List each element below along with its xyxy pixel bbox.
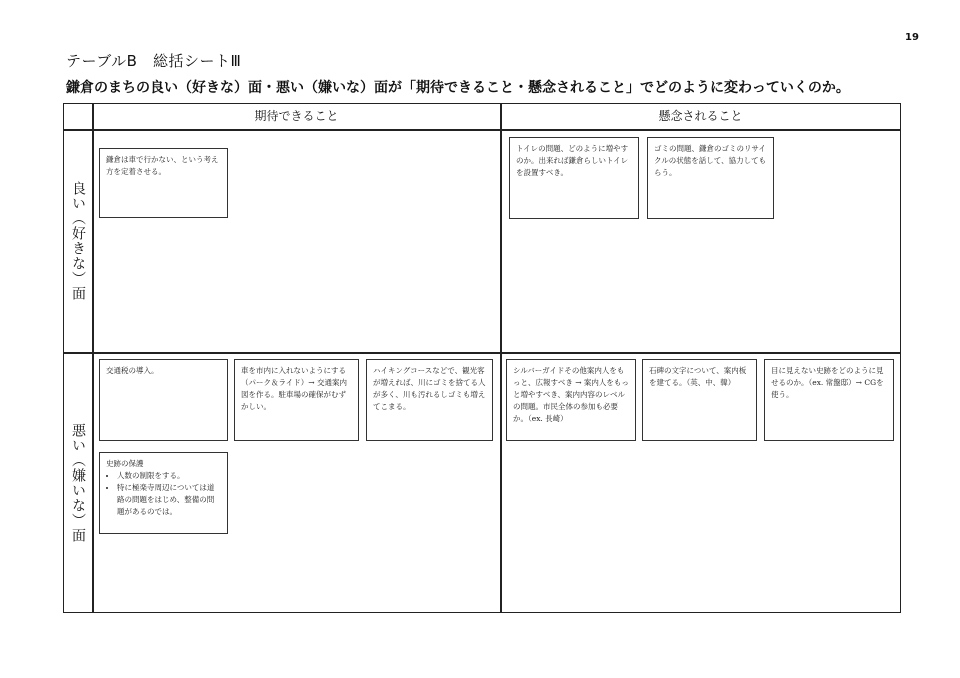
table-divider [64, 129, 900, 131]
table-divider [500, 104, 502, 612]
note-list [106, 470, 221, 518]
note-bad-expected-1: 交通税の導入。 [99, 359, 228, 441]
note-bad-concern-2: 石碑の文字について、案内板を建てる。（英、中、韓） [642, 359, 757, 441]
note-bad-expected-3: ハイキングコースなどで、観光客が増えれば、川にゴミを捨てる人が多く、川も汚れるしゴミも増えてこまる。 [366, 359, 493, 441]
page-number: 19 [905, 32, 919, 43]
column-header-expected: 期待できること [254, 109, 339, 123]
note-bad-expected-4 [99, 452, 228, 534]
note-bad-concern-1: シルバーガイドその他案内人をもっと、広報すべき → 案内人をもっと増やすべき、案内内容のレベルの問題。市民全体の参加も必要か。（ex. 長崎） [506, 359, 636, 441]
list-item: • 人数の制限をする。 [117, 470, 221, 482]
note-bad-expected-2: 車を市内に入れないようにする（パーク＆ライド）→ 交通案内図を作る。駐車場の確保がむずかしい。 [234, 359, 359, 441]
note-title: 史跡の保護 [106, 459, 144, 468]
note-good-concern-1: トイレの問題、どのように増やすのか。出来れば鎌倉らしいトイレを設置すべき。 [509, 137, 639, 219]
column-header-concern: 懸念されること [658, 109, 743, 123]
note-bad-concern-3: 目に見えない史跡をどのように見せるのか。（ex. 常盤邸）→ CGを使う。 [764, 359, 894, 441]
row-header-good: 良い（好きな）面 [70, 181, 86, 301]
table-divider [64, 352, 900, 354]
row-header-bad: 悪い（嫌いな）面 [70, 422, 86, 543]
list-item: • 特に極楽寺周辺については道路の問題をはじめ、整備の問題があるのでは。 [117, 482, 221, 518]
summary-table [63, 103, 901, 613]
table-divider [92, 104, 94, 612]
note-good-concern-2: ゴミの問題、鎌倉のゴミのリサイクルの状態を話して、協力してもらう。 [647, 137, 774, 219]
sheet-title: テーブルB 総括シートⅢ [66, 52, 242, 70]
note-good-expected-1: 鎌倉は車で行かない、という考え方を定着させる。 [99, 148, 228, 218]
sheet-subtitle: 鎌倉のまちの良い（好きな）面・悪い（嫌いな）面が「期待できること・懸念されること」でどのように変わっていくのか。 [66, 80, 850, 96]
